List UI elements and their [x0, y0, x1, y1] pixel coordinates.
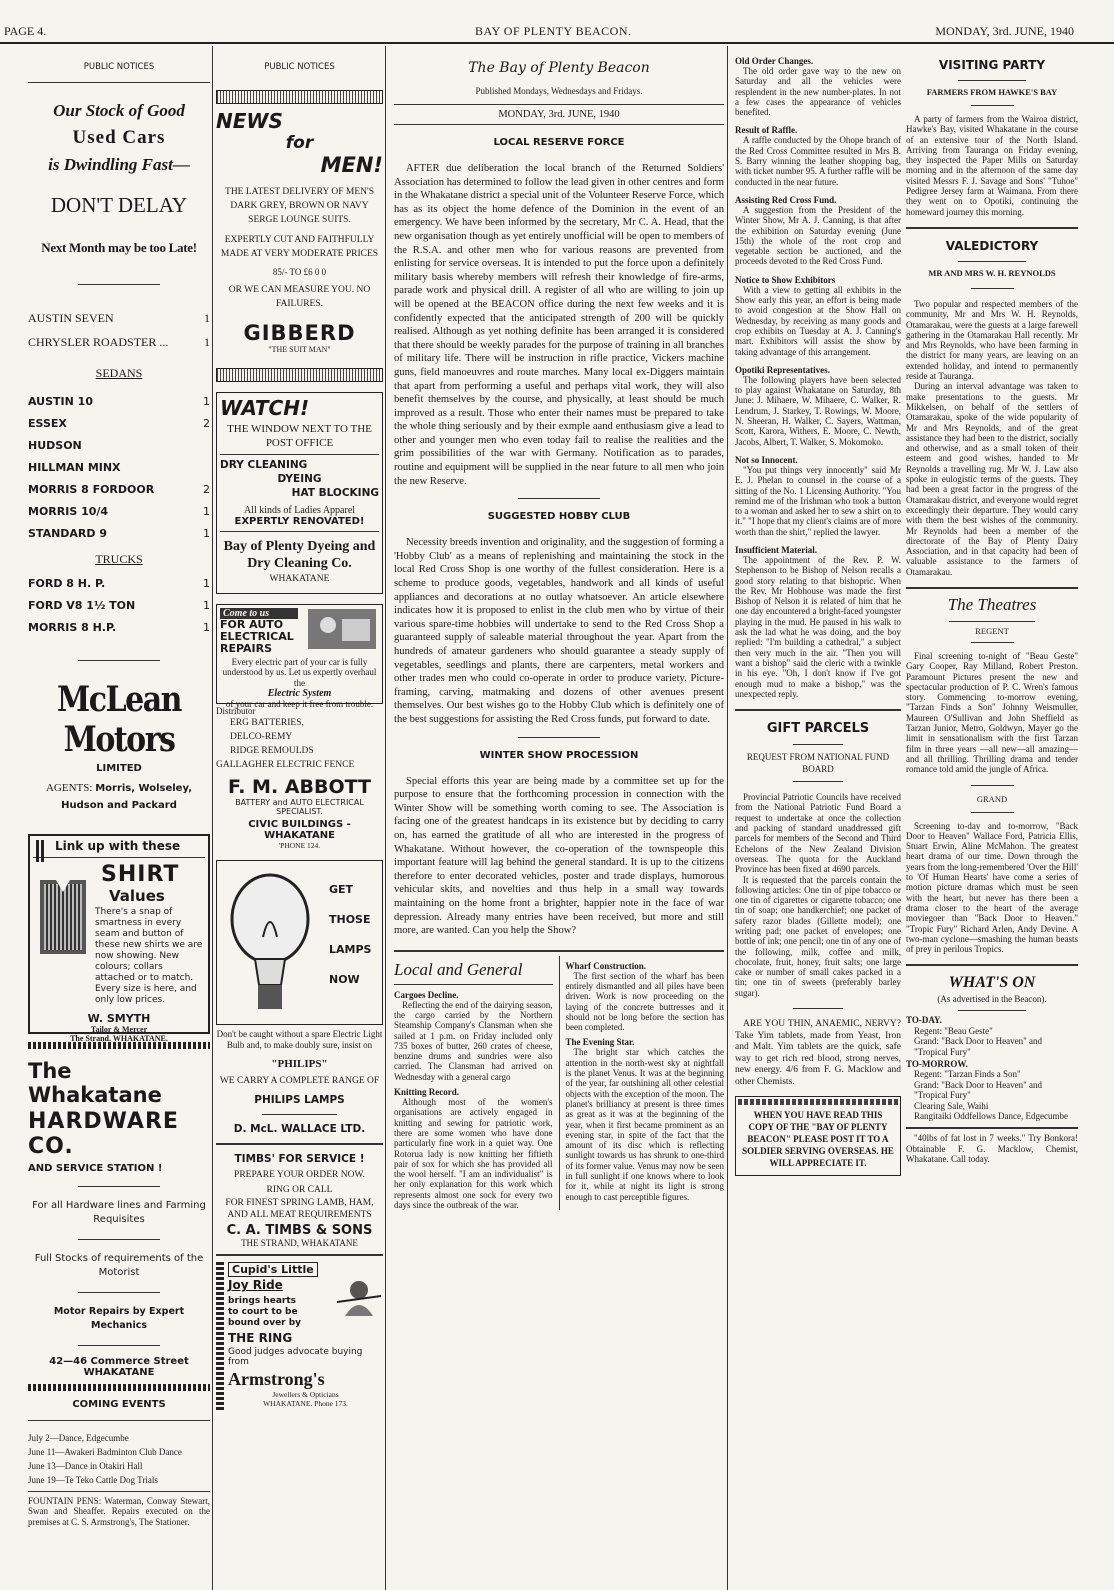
timbs-sons: C. A. TIMBS & SONS [226, 1223, 373, 1239]
stock-item: MORRIS 8 FORDOOR 2 [28, 483, 210, 496]
regent-title: REGENT [975, 625, 1009, 636]
column-public-notices-1 [28, 46, 210, 1590]
trucks-list [28, 577, 210, 634]
news-text: A raffle conducted by the Ohope branch of the Red Cross Committee resulted in Mrs B. S. Barry winning the leather shopping bag, with ticket number 95. A further raffle will be conducted in the near future. [735, 135, 901, 187]
agents-list: Morris, Wolseley, Hudson and Packard [61, 783, 192, 811]
timbs-ring: RING OR CALL [266, 1185, 333, 1196]
bop-dyeing-town: WHAKATANE [269, 574, 330, 584]
armstrong-address: WHAKATANE. Phone 173. [263, 1399, 348, 1409]
local-general-title: Local and General [394, 959, 523, 979]
abbott-sub: BATTERY and AUTO ELECTRICAL SPECIALIST. [235, 798, 364, 817]
suit-price: 85/- TO £6 0 0 [272, 267, 327, 277]
smyth-name: W. SMYTH [87, 1012, 151, 1025]
page-number: PAGE 4. [4, 24, 47, 38]
bonkora-ad: "40lbs of fat lost in 7 weeks." Try Bonkora! Obtainable F. G. Macklow, Chemist, Whakatane. Call today. [906, 1133, 1078, 1165]
cars-headline-1: Our Stock of Good [53, 101, 185, 120]
philips-lamp-ad [216, 860, 383, 1025]
header-date: MONDAY, 3rd. JUNE, 1940 [935, 24, 1074, 38]
electric-system: Electric System [267, 688, 332, 700]
whats-on-sub: (As advertised in the Beacon). [937, 994, 1047, 1005]
hardware-sub: AND SERVICE STATION ! [28, 1163, 163, 1174]
tomorrow-line: Clearing Sale, Waihi [914, 1100, 989, 1111]
hardware-line-2: Full Stocks of requirements of the Motorist [34, 1253, 204, 1278]
headline-hobby-club: SUGGESTED HOBBY CLUB [487, 511, 631, 523]
news-for: for [285, 133, 314, 153]
philips: "PHILIPS" [271, 1058, 328, 1071]
article-reserve-force: AFTER due deliberation the local branch of the Returned Soldiers' Association has determined to follow the lead given in other centres and form in the Whakatane district a special unit of the Volunteer Reserve Force, which has as its object the home defence of the Dominion in the event of an emergency. We have been informed by the secretary, Mr C. A. Head, that the new organisation though as yet entirely unofficial will be open to members of the R.S.A. and other men who for various reasons are prevented from enlisting for service overseas. It is intended to put the force upon a definitely military basis whereby members will refresh their knowledge of fire-arms, parade work and physical drill. A register of all who are willing to join up will be opened at the BEACON office during the next few weeks and it is confidently expected that the anticipated strength of 200 will be quickly realised. Although as yet nothing definite has been arranged it is considered that there should be weekly parades for the purpose of training in all branches of military life. There will be instruction in rifle practice, Vickers machine guns, field manoeuvres and route marches. Many local ex-Diggers maintain that apart from performing a useful and perhaps vital work, they will also benefit themselves by the course, and physically, at least should be much improved as a result. Those who enter their names must be prepared to take the whole thing seriously and by their exmple aand enthusiasm give a lead to other and younger men who even today fail to realise the realities and the grim possibilities of the war with Germany. Notification as to parades, routine and equipment will be supplied in the near future to all men who join the new Reserve. [394, 163, 724, 487]
regent-text: Final screening to-night of "Beau Geste" Gary Cooper, Ray Milland, Robert Preston. Paramount Pictures present the new and spectacular production of P. C. Wren's famous story. Commencing to-morrow evening, "Tarzan Finds a Son" Johnny Weismuller, Maureen O'Sullivan and John Sheffield as Tarzan Junior, Metro, Goldwyn, Mayer go the limit in sensationalism with the first Tarzan film in three years —all new—all amazing— and all thrilling. Thrilling drama and tender romance told amid the jungle of Africa. [906, 650, 1078, 775]
civic-buildings: CIVIC BUILDINGS - WHAKATANE [248, 819, 351, 842]
lg-heading: Knitting Record. [394, 1087, 459, 1098]
auto-body-2: of your car and keep it free from trouble. [225, 699, 374, 710]
section-heading: PUBLIC NOTICES [264, 62, 335, 72]
coming-events-title: COMING EVENTS [72, 1399, 166, 1410]
lg-heading: Cargoes Decline. [394, 989, 459, 1000]
lg-text: The first section of the wharf has been entirely dismantled and all piles have been driven. Work is now proceeding on the laying of the concrete buttresses and it should not be long before the section has been completed. [565, 970, 724, 1033]
lamp-word: NOW [329, 973, 360, 987]
news-heading: Not so Innocent. [735, 454, 798, 465]
stock-item: FORD 8 H. P. 1 [28, 577, 210, 590]
cupid-line-2: Joy Ride [228, 1278, 283, 1293]
published: Published Mondays, Wednesdays and Fridays. [475, 86, 643, 96]
news-heading: Result of Raffle. [735, 125, 798, 136]
page-header [0, 0, 1114, 44]
stock-item: CHRYSLER ROADSTER ... 1 [28, 335, 210, 349]
abbott-phone: 'PHONE 124. [278, 841, 321, 851]
today-line: Grand: "Back Door to Heaven" and "Tropical Fury" [914, 1036, 1043, 1057]
theatres-title: The Theatres [947, 594, 1037, 614]
visiting-party-sub: FARMERS FROM HAWKE'S BAY [926, 87, 1058, 97]
article-winter-show: Special efforts this year are being made by a committee set up for the purpose to ensure that the forthcoming procession in connection with the Winter Show will be something worth coming to see. The Association is facing one of the greatest handcaps in its existence but by deciding to carry on, has earned the gratitude of all who are interested in the progress of Whakatane. Without however, the co-operation of the townspeople this important feature will lag behind the general standard. It is up to the citizens therefore to enter decorated vehicles, poster and trade displays, humorous vehicular skits, and novelties and thus help in a small way towards maintaining on the home front a brighter, happier note in the face of war depression. Already many entries have been received, but more and still more, are wanted. Can you help the Show? [394, 775, 724, 937]
judges: Good judges advocate buying from [228, 1347, 363, 1368]
column-public-notices-2 [216, 46, 383, 1590]
lg-heading: Wharf Construction. [565, 960, 646, 971]
timbs-prepare: PREPARE YOUR ORDER NOW. [234, 1170, 365, 1181]
expertly-cut: EXPERTLY CUT AND FAITHFULLY MADE AT VERY MODERATE PRICES [220, 235, 379, 259]
dyeing: DYEING [277, 473, 322, 485]
lamp-word: THOSE [329, 913, 371, 927]
stock-item: FORD V8 1½ TON 1 [28, 599, 210, 612]
shirt-icon [34, 874, 92, 956]
editorial-date: MONDAY, 3rd. JUNE, 1940 [498, 109, 620, 120]
trucks-label: TRUCKS [95, 552, 143, 566]
shirt-link: Link up with these [55, 839, 181, 853]
news-text: With a view to getting all exhibits in the Show early this year, an effort is being made to avoid congestion at the Show Hall on Wednesday, by receiving as many goods and crop exhibits on Tuesday at A. J. Canning's mart. Exhibitors will assist the show by taking advantage of this arrangement. [735, 284, 901, 357]
wallace: D. McL. WALLACE LTD. [233, 1123, 366, 1136]
stock-item: STANDARD 9 1 [28, 527, 210, 540]
hardware-line-3: Motor Repairs by Expert Mechanics [53, 1306, 185, 1331]
stock-list [28, 311, 210, 350]
stock-item: AUSTIN SEVEN 1 [28, 311, 210, 325]
masthead: The Bay of Plenty Beacon [468, 60, 650, 76]
valedictory-p2: During an interval advantage was taken to make presentations to the guests. Mr Mikkelsen, on behalf of the settlers of Otamarakau, spoke of the wide popularity of Mr and Mrs Reynolds, and of the great assistance they had been to the district, socially and otherwise, and as a small token of their esteem and good wishes, handed to Mr Reynolds a travelling rug. Mr W. J. Law also spoke in eulogistic terms of the guests. They had been a great factor in the progress of the Otamarakau district, and everyone would regret exceedingly their departure. They would carry with them the best wishes of the community. Mr Reynolds had been a member of the directorate of the Bay of Plenty Dairy Association, and in that capacity had been of valuable assistance to the farmers of Otamarakau. [906, 381, 1078, 577]
bop-dyeing: Bay of Plenty Dyeing and Dry Cleaning Co. [223, 539, 376, 571]
sedans-list [28, 395, 210, 540]
hardware-line-1: For all Hardware lines and Farming Requisites [32, 1200, 206, 1225]
sedans-label: SEDANS [95, 366, 143, 380]
smyth-sub: Tailor & Mercer [90, 1025, 148, 1034]
the-ring: THE RING [228, 1331, 293, 1346]
stock-item: MORRIS 8 H.P. 1 [28, 621, 210, 634]
gift-parcels-sub: REQUEST FROM NATIONAL FUND BOARD [746, 752, 890, 775]
shirt-ad [28, 834, 210, 1043]
gift-parcels-p2: It is requested that the parcels contain the following articles: One tin of pipe tobacco or one tin of cigarettes or cigarette tobacco; one tin of soap; one handkerchief; one packet of safety razor blades (Gillette model); one writing pad; one packet of envelopes; one bottle of ink; one pencil; one tin of any one of the following, milk, coffee and milk, chocolate, fruit, honey, fruit salts; one large cake or number of small cakes packed in a tin; one tin of sweets (preferably barley sugar). [735, 874, 901, 998]
auto-body: Every electric part of your car is fully understood by us. Let us expertly overhaul the [222, 657, 377, 688]
events-list [28, 1431, 210, 1487]
grand-text: Screening to-day and to-morrow, "Back Door to Heaven" Wallace Ford, Patricia Ellis, Stuart Erwin, Aline McMahon. The greatest heart drama of our time. Down through the years from the long-remembered 'Over the Hill' to 'Of Human Hearts' have come a series of motion picture dramas which must be seen with the heart, but never has there been a drama closer to the heart of the average moviegoer than "Back Door to Heaven." "Tropic Fury" Richard Arlen, Andy Devine. A two-man cyclone—smashing the human beasts of prey in perilous Tropics. [906, 820, 1078, 955]
headline-winter-show: WINTER SHOW PROCESSION [479, 749, 639, 761]
lg-text: Reflecting the end of the dairying season, the cargo carried by the Northern Steamship Company's Clansman when she sailed at 1 p.m. on Friday included only 735 boxes of butter, 260 crates of cheese, benzine drums and sundries were also carried. The Clansman had arrived on Wednesday with a general cargo [394, 999, 553, 1082]
ladies-apparel: All kinds of Ladies Apparel [243, 505, 356, 516]
abbott-name: F. M. ABBOTT [228, 776, 371, 799]
distributor-label: Distributor [216, 706, 256, 716]
paper-name: BAY OF PLENTY BEACON. [475, 24, 632, 38]
shirt-title: SHIRT [101, 862, 180, 887]
news-heading: Insufficient Material. [735, 544, 817, 555]
mclean-motors: McLean Motors [57, 679, 181, 761]
news-heading: Notice to Show Exhibitors [735, 274, 836, 285]
send-to-soldier: WHEN YOU HAVE READ THIS COPY OF THE "BAY OF PLENTY BEACON" PLEASE POST IT TO A SOLDIER SERVING OVERSEAS. HE WILL APPRECIATE IT. [742, 1110, 894, 1169]
stock-item: MORRIS 10/4 1 [28, 505, 210, 518]
distributor-item: GALLAGHER ELECTRIC FENCE [216, 760, 355, 771]
gift-parcels-p1: Provincial Patriotic Councils have received from the National Patriotic Fund Board a request to undertake at once the collection and packing of standard unaddressed gift parcels for members of the Second and Third Echelons of the New Zealand Division overseas. The quota for the Auckland Province has been fixed at 4690 parcels. [735, 792, 901, 875]
lg-heading: The Evening Star. [565, 1037, 635, 1048]
grand-title: GRAND [976, 793, 1008, 804]
today-label: TO-DAY. [906, 1015, 942, 1026]
section-heading: PUBLIC NOTICES [83, 62, 155, 72]
timbs-title: TIMBS' FOR SERVICE ! [234, 1153, 365, 1166]
lamp-word: GET [329, 883, 354, 897]
distributor-item: ERG BATTERIES, [230, 718, 304, 729]
hardware-address-2: WHAKATANE [83, 1367, 155, 1378]
hardware-address-1: 42—46 Commerce Street [49, 1356, 189, 1367]
stock-item: HILLMAN MINX [28, 461, 121, 474]
news-text: A suggestion from the President of the Winter Show, Mr A. J. Canning, is that after the exhibition on Saturday evening (June 15th) the whole of the root crop and vegetable section be auctioned, and the proceeds devoted to the Red Cross Fund. [735, 204, 901, 267]
lg-text: Although most of the women's organisations are actively engaged in knitting and sewing for patriotic work, there are some women who have done particularly fine work in a quiet way. One Rotorua lady is now knitting her fiftieth pair of sox for which she has provided all the wool herself. "I am an individualist" is her only explanation for this work which represents almost one sock for every two days since the outbreak of the war. [394, 1097, 553, 1211]
event-item: June 19 —Te Teko Cattle Dog Trials [28, 1475, 158, 1485]
cars-headline-3: is Dwindling Fast— [48, 155, 190, 174]
news-text: The old order gave way to the new on Saturday and all the vehicles were resplendent in the new number-plates. In not a few cases the appearance of vehicles benefited. [735, 66, 901, 118]
valedictory-sub: MR AND MRS W. H. REYNOLDS [928, 267, 1056, 278]
gift-parcels-title: GIFT PARCELS [766, 721, 870, 737]
armstrong-sub: Jewellers & Opticians [272, 1390, 339, 1400]
distributor-item: DELCO-REMY [230, 732, 293, 743]
today-line: Regent: "Beau Geste" [914, 1025, 993, 1036]
cars-headline-2: Used Cars [72, 127, 166, 148]
watch-ad [216, 392, 383, 594]
stock-item: AUSTIN 10 1 [28, 395, 210, 408]
agents-label: AGENTS: [45, 782, 93, 794]
yim-ad: ARE YOU THIN, ANAEMIC, NERVY? Take Yim tablets, made from Yeast, Iron and Malt. Yim tablets are the quick, safe way to get rich red blood, strong nerves, new energy. 4/6 from F. G. Macklow and other Chemists. [735, 1019, 901, 1087]
news-heading: Opotiki Representatives. [735, 364, 830, 375]
auto-electrical-ad [216, 604, 383, 710]
fountain-pens: FOUNTAIN PENS: Waterman, Conway Stewart, Swan and Sheaffer. Repairs executed on the premises at C. S. Armstrong's, The Stationer. [28, 1496, 210, 1527]
distributor-list [216, 716, 383, 772]
philips-lamps: PHILIPS LAMPS [254, 1094, 345, 1107]
news-text: The following players have been selected to play against Whakatane on Saturday, 8th June: J. Mihaere, W. Mihaere, C. Walker, R. Lendrum, J. Starkey, T. Rowings, W. Moore, N. Sheeran, H. Walker, C. Sayers, Wattman, Scott, Karora, Withers, E. Moore, C. Newth, Jacobs, Albert, T. Walker, S. Mokomoko. [735, 374, 901, 447]
lg-text: The bright star which catches the attention in the north-west sky at nightfall is the planet Venus. It was at the beginning of the year, far outshining all other celestial objects with the exception of the moon. The planet's brilliancy at present is three times as great as it was at the beginning of the year, when it first became prominent as an evening star, in spite of the fact that the amount of its disc which is reflecting sunlight towards us has shrunk to one-third of its former value. Venus may now be seen in full sunlight if one knows where to look for it, while at night its light is strong enough to cast perceptible figures. [565, 1047, 724, 1202]
shirt-body: There's a snap of smartness in every seam and button of these new shirts we are now showing. New colours; collars attached or to match. Every size is here, and only low prices. [95, 907, 203, 1005]
news-title: NEWS [216, 109, 283, 133]
cupid-body: brings hearts to court to be bound over by [228, 1296, 302, 1329]
lamp-word: LAMPS [329, 943, 372, 957]
whats-on-title: WHAT'S ON [948, 974, 1036, 992]
tomorrow-line: Rangitaiki Oddfellows Dance, Edgecumbe [914, 1111, 1068, 1122]
hat-blocking: HAT BLOCKING [291, 487, 379, 499]
column-local-news [735, 46, 901, 1590]
tomorrow-line: Regent: "Tarzan Finds a Son" [914, 1069, 1021, 1080]
news-heading: Old Order Changes. [735, 56, 814, 66]
event-item: June 11 —Awakeri Badminton Club Dance [28, 1447, 182, 1457]
visiting-party-title: VISITING PARTY [938, 58, 1046, 72]
visiting-party-text: A party of farmers from the Wairoa district, Hawke's Bay, visited Whakatane in the course of an extensive tour of the North Island. Arriving from Tauranga on Friday evening, they inspected the Paper Mills on Saturday morning and in the afternoon of the same day visited Messrs F. J. Savage and Sons' "Tuhoe" Pedigree Jersey farm at Waimana. From there they went on to Opotiki, continuing the homeward journey this morning. [906, 114, 1078, 217]
valedictory-p1: Two popular and respected members of the community, Mr and Mrs W. H. Reynolds, Otamarakau, were the guests at a large farewell gathering in the Otamarakau Hall recently. Mr and Mrs Reynolds, who have been farming in the district for many years, are leaving on an extended holiday, and intend to permanently reside at Tauranga. [906, 298, 1078, 382]
suit-man: "THE SUIT MAN" [268, 345, 331, 354]
smyth-address: The Strand. WHAKATANE. [70, 1034, 168, 1043]
news-heading: Assisting Red Cross Fund. [735, 194, 837, 205]
mclean-limited: LIMITED [96, 763, 142, 774]
carry-range: WE CARRY A COMPLETE RANGE OF [219, 1076, 380, 1087]
shirt-values: Values [109, 887, 165, 905]
tomorrow-label: TO-MORROW. [906, 1059, 968, 1070]
news-text: "You put things very innocently" said Mr E. J. Phelan to counsel in the course of a sitting of the No. 1 Licensing Authority. "You remind me of the Irishman who took a button to a woman and asked her to sew a shirt on to it." "I hope that my client's claims are of more worth than the shirt," replied the lawyer. [735, 464, 901, 537]
column-editorial [394, 46, 724, 1590]
dont-delay: DON'T DELAY [50, 193, 188, 217]
watch-title: WATCH! [220, 396, 310, 420]
cupid-icon [333, 1276, 383, 1322]
tomorrow-line: Grand: "Back Door to Heaven" and "Tropical Fury" [914, 1079, 1043, 1101]
column-social [906, 46, 1078, 1590]
auto-title: FOR AUTO ELECTRICAL REPAIRS [220, 618, 294, 655]
gibberd: GIBBERD [243, 321, 356, 345]
lamp-text: Don't be caught without a spare Electric Light Bulb and, to make doubly sure, insist on [216, 1029, 383, 1050]
valedictory-title: VALEDICTORY [945, 238, 1039, 253]
stock-item: ESSEX 2 [28, 417, 210, 430]
stock-item: HUDSON [28, 439, 82, 452]
timbs-strand: THE STRAND, WHAKATANE [241, 1238, 358, 1249]
latest-delivery: THE LATEST DELIVERY OF MEN'S DARK GREY, BROWN OR NAVY SERGE LOUNGE SUITS. [225, 187, 374, 225]
news-men: MEN! [320, 153, 383, 177]
electrician-icon [308, 609, 376, 649]
headline-reserve-force: LOCAL RESERVE FORCE [493, 137, 625, 148]
measure-you: OR WE CAN MEASURE YOU. NO FAILURES. [228, 285, 371, 309]
article-hobby-club: Necessity breeds invention and originality, and the suggestion of forming a 'Hobby Club' as a means of replenishing and maintaining the stock in the local Red Cross Shop is one worthy of the fullest consideration. Here is a scheme to produce goods, vegetables, handwork and all kinds of useful appliances and decorations at no outlay whatsoever. An article elsewhere indicates how it is proposed to enlist in the club men who by virtue of their various spare-time hobbies will undertake to send to the Red Cross Shop a guaranteed supply of saleable material throughout the year. Apart from the hundreds of amateur gardeners who should guarantee a steady supply of vegetables, seedlings and plants, there are carpenters, metal workers and other trades men who could co-operate in order to produce variety. Picture-framing, carving, matmaking and dozens of other avenues present themselves. Our best wishes go to the Hobby Club which is definitely one of the best suggestions for assisting the Red Cross funds, put forward to date. [394, 537, 724, 725]
come-to-us: Come to us [220, 608, 298, 619]
renovated: EXPERTLY RENOVATED! [234, 516, 365, 527]
lightbulb-icon [225, 867, 315, 1017]
cupid-line-1: Cupid's Little [228, 1262, 318, 1277]
next-month: Next Month may be too Late! [41, 240, 197, 255]
dry-cleaning: DRY CLEANING [220, 459, 308, 471]
event-item: June 13 —Dance in Otakiri Hall [28, 1461, 143, 1471]
hardware-title-2: HARDWARE CO. [28, 1109, 179, 1159]
distributor-item: RIDGE REMOULDS [230, 746, 314, 757]
armstrong: Armstrong's [228, 1369, 325, 1390]
event-item: July 2 —Dance, Edgecumbe [28, 1433, 129, 1443]
news-text: The appointment of the Rev. P. W. Stephenson to be Bishop of Nelson recalls a good story relating to that bishopric. When the Rev. Mr Hobhouse was made the first Bishop of Nelson it is related of him that he one day encountered a bright-faced youngster playing in the mud. He paused in his walk to ask the lad what he was doing, and the boy replied: "I'm building a cathedral," a subject then very much in the air. "Then you will want a bishop" said the cleric with a twinkle in his eye. "Oh, I don't know if I've got enough mud to make a bishop," was the unexpected reply. [735, 554, 901, 699]
timbs-finest: FOR FINEST SPRING LAMB, HAM, AND ALL MEAT REQUIREMENTS [225, 1198, 374, 1221]
watch-window: THE WINDOW NEXT TO THE POST OFFICE [227, 423, 372, 449]
hardware-title-1: The Whakatane [28, 1059, 162, 1107]
